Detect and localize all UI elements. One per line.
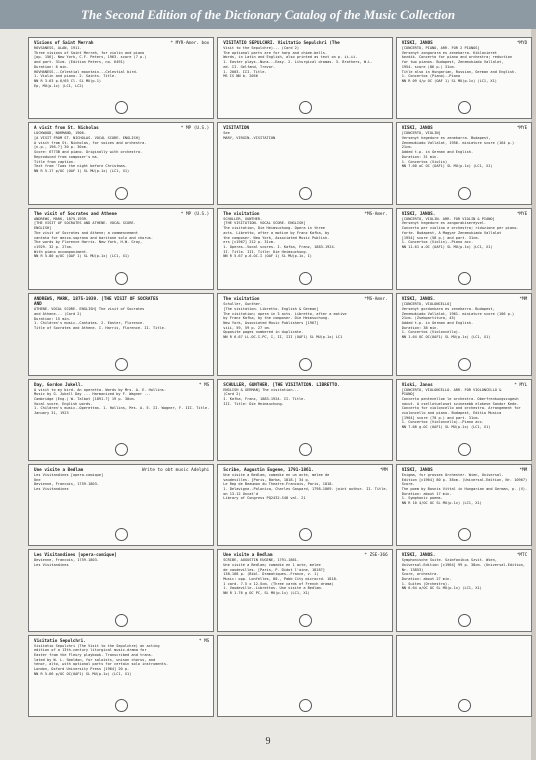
catalog-card	[217, 208, 392, 290]
card-text-line: 1. Operas--Vocal scores. I. Kafka, Franz, 1883-1924.	[223, 244, 336, 249]
call-number: *MM	[519, 297, 528, 303]
card-heading: ANDREWS, MARK, 1875-1939. [THE VISIT OF SOCRATES AND	[34, 297, 159, 308]
card-text-line: NN R 3.63 p.6/65 Cl. SL MU(p.1)	[34, 78, 102, 83]
card-punch-hole	[458, 272, 471, 285]
card-grid	[28, 37, 528, 717]
card-text-line: Zenemukiado Vallalat, 1961. miniature score (166 p.)	[401, 311, 515, 316]
call-number: *MM	[519, 467, 528, 473]
card-text-line: Une visite a Bedlam; comedie en 1 acte, melee	[223, 562, 321, 567]
card-text-line: 1. Violin and piano. 2. Saints. Title.	[34, 74, 117, 79]
card-text-line: Score.	[401, 482, 415, 487]
catalog-card	[28, 122, 214, 204]
card-text-line: 21cm. (Zsebpartitura, 45)	[401, 316, 456, 321]
catalog-card	[217, 37, 392, 119]
card-heading: Une visite a Bedlam	[34, 467, 84, 473]
card-text-line: tenor, alto, with optional parts for certain solo instruments.	[34, 662, 169, 667]
card-text-line: With piano accompaniment.	[34, 249, 89, 254]
card-text-line: 1954. score (86 p.) 31cm.	[401, 64, 456, 69]
catalog-card	[396, 549, 533, 631]
card-text-line: January 31, 1923	[34, 411, 69, 416]
call-number: * MS	[198, 382, 210, 388]
card-text-line: (Card 2)	[223, 392, 241, 397]
card-text-line: Library of Congress PQ2432.S48 val. 21	[223, 496, 306, 501]
card-punch-hole	[458, 358, 471, 371]
card-text-line: Visit to the Sepulchre)... (Card 2)	[223, 46, 299, 50]
card-text-line: Three visions of Saint Merrah, for violin and piano	[34, 50, 145, 55]
card-text-line: 1. Concertos (Violin)--Piano acc.	[401, 240, 474, 245]
card-text-line: violoncello and piano. Budapest, Editio Musica	[401, 411, 502, 416]
card-text-line: Universal-Edition [c1964] 99 p. 38cm. (Universal-Edition,	[401, 562, 526, 567]
card-punch-hole	[299, 101, 312, 114]
card-text-line: New York, Associated Music Publishers [1967]	[223, 320, 319, 325]
card-text-line: and Athene... (Card 2)	[34, 311, 82, 316]
banner-title: The Second Edition of the Dictionary Catalog of the Music Collection	[80, 6, 456, 22]
card-text-line: Edition [c1964] 80 p. 38cm. (Universal-Edition, Nr. 10967)	[401, 477, 528, 482]
card-punch-hole	[299, 699, 312, 712]
card-heading: The visit of Socrates and Athene	[34, 211, 117, 217]
page-number: 9	[265, 736, 271, 747]
card-punch-hole	[115, 614, 128, 627]
card-text-line: [n.p., 196-?] 30 p. 30cm.	[34, 145, 89, 150]
catalog-card	[28, 464, 214, 546]
card-text-line: Text from 'Twas the night before Christmas.	[34, 164, 128, 169]
card-text-line: PIANO]	[401, 392, 415, 397]
card-text-line: Reproduced from composer's ms.	[34, 154, 99, 159]
card-text-line: 1. Vaudeville--Librettos. Une visite a Bedlam.	[223, 586, 323, 591]
call-number: * ZSE-366	[364, 553, 388, 559]
call-number: * MYL	[514, 382, 528, 388]
card-heading: VISKI, JANOS	[401, 41, 433, 46]
card-heading: VISKI, JANOS.	[401, 553, 436, 559]
card-text-line: MS IS NN b. 2056	[223, 74, 258, 79]
card-text-line: The visitation, Die Heimsuchung. Opera in three	[223, 226, 325, 231]
catalog-card	[396, 635, 533, 717]
card-text-line: The visit of Socrates and Athene; a commencement	[34, 230, 138, 235]
card-text-line: 1. Concertos (Piano)--Piano	[401, 74, 461, 79]
card-text-line: NN 6.64 a/OC OC SL MU(p.1x) (LC1, X1)	[401, 586, 482, 591]
card-text-line: Les Visitandines	[34, 486, 69, 491]
catalog-card	[217, 635, 392, 717]
card-text-line: Devienne, Francois, 1759-1803.	[34, 482, 99, 487]
card-text-line: Les Visitandines	[34, 562, 69, 567]
card-punch-hole	[115, 272, 128, 285]
card-punch-hole	[458, 528, 471, 541]
card-text-line: Score, orchestra.	[401, 572, 439, 577]
card-text-line: Cambridge (Eng.) W. Talbot [1891-?] 19 p. 30cm.	[34, 396, 136, 401]
card-text-line: Added t.p. in German and English.	[401, 150, 474, 155]
call-number: *MYE	[516, 126, 528, 132]
card-text-line: vaudevilles. [Paris, Barba, 1818.] 34 p.	[223, 477, 310, 482]
card-text-line: forte. Budapest, A Magyar Zenemukiado Vallalat	[401, 230, 502, 235]
card-text-line: II. Title. III. Title: Die Heimsuchung.	[223, 249, 308, 254]
card-text-line: I. Kafka, Franz, 1883-1924. II. Title.	[223, 396, 306, 401]
card-text-line: [op. 156]. New York, C.F. Peters, 1963. score (7 p.)	[34, 55, 147, 60]
card-text-line: Duration: 31 min.	[401, 154, 439, 159]
card-text-line: ENGLISH]	[34, 226, 52, 231]
card-text-line: Concerto pentecelloe le orchestra. Oberfrenkungszugeuh	[401, 396, 519, 401]
card-text-line: ROVSANESS, ALAN, 1911-	[34, 46, 82, 50]
card-text-line: Added t.p. in German and English.	[401, 320, 474, 325]
catalog-card	[217, 293, 392, 375]
card-text-line: edition of a 13th-century liturgical music-drama for	[34, 648, 147, 653]
card-text-line: [CONCERTO, VIOLIN]	[401, 131, 441, 136]
card-punch-hole	[115, 699, 128, 712]
catalog-card	[28, 635, 214, 717]
card-text-line: 1. 2003. III. Title.	[223, 69, 267, 74]
card-text-line: NN R 1.76 g OC PC, SL MU(p.1x) (LC1, X1)	[223, 591, 310, 596]
card-heading: Viski, Janos	[401, 382, 433, 388]
card-text-line: 21cm.	[401, 145, 413, 150]
call-number: * MP (U.S.)	[180, 211, 210, 217]
card-text-line: Visitatio Sepulchri (The Visit to the Sepulchre) an acting	[34, 643, 160, 648]
catalog-card	[28, 37, 214, 119]
card-text-line: c1929. 32 p. 27cm.	[34, 244, 73, 249]
call-number: * MS	[198, 638, 210, 644]
card-text-line: [1954] score (58 p.) and part. 31cm.	[401, 235, 480, 240]
catalog-card	[396, 37, 533, 119]
call-number: * MP (U.S.)	[180, 126, 210, 132]
card-text-line: MARY, VIRGIN--VISITATION	[223, 136, 276, 141]
catalog-card	[217, 122, 392, 204]
call-number: Write to obt music Adelphi	[142, 467, 210, 473]
card-text-line: Title also in Hungarian, Russian, German and English.	[401, 69, 517, 74]
card-text-line: Words, in Latin and English, also printed as text on p. ii-ii.	[223, 55, 358, 60]
card-text-line: Versenyt zongorara es zenekarra. Kiklavieret	[401, 50, 497, 55]
catalog-banner	[0, 0, 536, 29]
card-text-line: Music: opp. Lonfelles, 80., Pabb City microcrd. 1818.	[223, 577, 338, 582]
card-text-line: NN 1.64 OC OC(OAF1) SL MU(p.1x) (LC1, X1)	[401, 335, 491, 340]
catalog-card	[217, 379, 392, 461]
card-heading: SCHULLER, GUNTHER. [THE VISITATION. LIBRETTO.	[223, 382, 340, 388]
card-heading: Day, Gordon Jukell.	[34, 382, 84, 388]
call-number: *MYE	[516, 211, 528, 217]
card-heading: VISKI, JANOS.	[401, 211, 436, 217]
card-text-line: ed. II. Gelfand, Trevor.	[223, 64, 276, 69]
card-text-line: and part. 31cm. (Edition Peters, no. 6491)	[34, 60, 125, 65]
card-text-line: NN R 5.66 p/OC OC(OAF1) SL MU(p.1x) (LC1, X1)	[34, 671, 132, 676]
card-text-line: cantata for mezzo-soprano and baritone solo and chorus.	[34, 235, 153, 240]
catalog-card	[28, 293, 214, 375]
card-text-line: Score: 6773B and piano. Originally with orchestra.	[34, 150, 143, 155]
card-text-line: 1. Easter plays--Nuns.--Easy. 2. Liturgical dramas. 3. Brothers, W.L.	[223, 60, 373, 65]
catalog-card	[217, 549, 392, 631]
card-punch-hole	[299, 272, 312, 285]
card-text-line: NN R 10 4/OC OC SL MU(p.1x) (LC1, X1)	[401, 501, 482, 506]
card-heading: VISKI, JANOS.	[401, 297, 436, 303]
card-text-line: [CONCERTO, PIANO, ARR. FOR 2 PIANOS]	[401, 46, 480, 50]
card-text-line: Duration: about 27 min.	[401, 577, 452, 582]
card-text-line: Duration: 6 min.	[34, 64, 69, 69]
card-text-line: [The visitation. Libretto. English & German]	[223, 306, 319, 311]
card-text-line: [CONCERTO, VIOLONCELLO]	[401, 302, 452, 307]
card-text-line: NN R 5.17 p/OC (OAF 1) SL MU(p.1x) (LC1, X1)	[34, 169, 130, 173]
card-text-line: Versenyt hegedure es zongorakisereyvel.	[401, 221, 487, 226]
card-text-line: The poem by Bosnis Vittal in Hungarian and German, p. (V).	[401, 486, 528, 491]
card-text-line: III. Title: Die Heimsuchung.	[223, 401, 284, 406]
card-header	[34, 297, 209, 307]
card-text-line: SCHULLER, GUNTHER.	[223, 216, 263, 221]
card-punch-hole	[115, 443, 128, 456]
call-number: *MYD	[516, 41, 528, 46]
card-text-line: [THE VISIT OF SOCRATES AND ATHENE. VOCAL SCORE.	[34, 221, 136, 226]
card-heading: The visitation	[223, 297, 260, 303]
catalog-card	[28, 379, 214, 461]
card-punch-hole	[115, 187, 128, 200]
card-heading: A visit from St. Nicholas	[34, 126, 99, 132]
card-punch-hole	[458, 187, 471, 200]
call-number: *MTC	[516, 553, 528, 559]
card-text-line: Nr. 13853)	[401, 567, 424, 572]
card-text-line: ers [c1967] 212 p. 31cm.	[223, 240, 276, 245]
card-text-line: for two pianos. Budapest, Zenemukiado Vallalat,	[401, 60, 504, 65]
card-text-line: ANDREWS, MARK, 1875-1939.	[34, 216, 89, 221]
catalog-card	[396, 208, 533, 290]
catalog-card	[396, 379, 533, 461]
card-text-line: by Franz Kafka, by the composer. Die Heimsuchung.	[223, 316, 330, 321]
card-text-line: NN 11.61 a.OC (OAF1) SL MU(p.1x) (LC1, X1)	[401, 244, 493, 249]
card-text-line: de vaudevilles. [Paris, P. Didot l'aine, 1818?]	[223, 567, 325, 572]
card-text-line: Une visite a Bedlam, comedie en un acte, melee de	[223, 472, 330, 477]
card-text-line: ENGLISH & GERMAN] The visitation...	[223, 387, 299, 392]
card-text-line: Title of Socrates and Athene. I. Harris, Florence. II. Title.	[34, 325, 166, 330]
card-text-line: NN 7.60 oC OC (OAF1) SL MU(p.1x) (LC1, X1)	[401, 164, 493, 169]
call-number: *MM	[379, 467, 388, 473]
card-text-line: the composer. New York, Associated Music Publish-	[223, 235, 330, 240]
card-heading: VISKI, JANOS	[401, 467, 433, 473]
card-text-line: [A VISIT FROM ST. NICHOLAS. VOCAL SCORE. ENGLISH]	[34, 136, 141, 141]
card-text-line: Le Rep de Beaumon du Theatre-Francais, Paris, 1818.	[223, 482, 334, 487]
card-text-line: The visitation; opera in 3 acts. Libretto, after a motive	[223, 311, 347, 316]
card-text-line: 1. Delavigne--Polonica, Charles Gaspard, 1798-1869. joint author. II. Title.	[223, 486, 388, 491]
catalog-card	[28, 208, 214, 290]
card-punch-hole	[299, 187, 312, 200]
card-text-line: NN R 09 4/p OC (OAF 1) SL MU(p.1x) (LC1, X1)	[401, 78, 497, 83]
card-text-line: 1 card. 7.5 x 12.5cm. (Three cards of French drama)	[223, 581, 334, 586]
card-text-line: Title from caption.	[34, 159, 76, 164]
card-text-line: Concerto per violino e orchestra; riduzione per piano-	[401, 226, 519, 231]
card-text-line: acts. Libretto, after a motive by Franz Kafka, by	[223, 230, 330, 235]
card-heading: VISITATIO SEPULCHRI. Visitatio Sepulchri (The	[223, 41, 340, 46]
card-punch-hole	[458, 101, 471, 114]
card-text-line: Duration: 15 min.	[34, 316, 71, 321]
card-text-line: [CONCERTO, VIOLIN. ARR. FOR VIOLIN & PIANO]	[401, 216, 495, 221]
card-heading: VISKI, JANOS	[401, 126, 433, 132]
card-text-line: ATHENE. VOCAL SCORE. ENGLISH] The visit of Socrates	[34, 307, 145, 312]
call-number: *MS-Amer.	[364, 211, 388, 217]
card-heading: Scribe, Augustin Eugene, 1791-1861.	[223, 467, 314, 473]
card-text-line: on 13-12 Uncat'd	[223, 491, 258, 496]
card-text-line: A visit from St. Nicholas, for voices and orchestra.	[34, 140, 147, 145]
card-text-line: 1. Concertos (Violin)	[401, 159, 448, 164]
card-text-line: HOVHANESS.--Celestial mountain.--Celestial bird.	[34, 69, 138, 74]
catalog-card	[28, 549, 214, 631]
card-text-line: NN R 6.67 LL.OC.I.PC, I, II, III (OAF1) SL MU(p.1x) LC1	[223, 335, 343, 340]
card-text-line: Opposite pages numbered in duplicate.	[223, 330, 304, 335]
card-text-line: Une	[34, 477, 41, 482]
card-punch-hole	[458, 614, 471, 627]
card-punch-hole	[115, 358, 128, 371]
card-text-line: Versenyt gordonkara es zenekarra. Budapest,	[401, 306, 495, 311]
card-punch-hole	[458, 699, 471, 712]
card-text-line: Devienne, Francois, 1759-1803.	[34, 558, 99, 563]
card-text-line: nacut. A csellotuelosot szinesebb elokeve Sandor Kede.	[401, 401, 519, 406]
card-text-line: viii, 59, 59 p. 27 cm.	[223, 325, 271, 330]
card-text-line: NN R 5.80 p/OC (OAF 1) SL MU(p.1x) (LC1, X1)	[34, 254, 130, 259]
card-text-line: Symphonische Suite. Szimfonikus Szvit. Wien,	[401, 558, 497, 563]
card-heading: Les Visitandines [opera-comique]	[34, 553, 117, 559]
card-punch-hole	[458, 443, 471, 456]
card-text-line: Versenyt hegedure es zenekarra. Budapest,	[401, 136, 491, 141]
card-text-line: Schuller, Gunther.	[223, 302, 263, 307]
card-text-line: 1. Suites (Orchestra).	[401, 581, 450, 586]
card-text-line: Les Visitandines [opera-comique]	[34, 472, 104, 477]
card-punch-hole	[299, 443, 312, 456]
card-text-line: SCRIBE, AUGUSTIN EUGENE, 1791-1861.	[223, 558, 299, 563]
card-text-line: 1. Concertos (Violoncello).	[401, 330, 461, 335]
card-punch-hole	[299, 614, 312, 627]
card-text-line: [1964] score (70 p.) and part. 31cm.	[401, 415, 480, 420]
card-punch-hole	[115, 528, 128, 541]
card-heading: VISITATION	[223, 126, 250, 132]
catalog-card	[396, 122, 533, 204]
card-heading: The visitation	[223, 211, 260, 217]
card-text-line: lated by W. L. Smoldon, for soloists, unison chorus, and	[34, 657, 156, 662]
card-text-line: Duration: 38 min.	[401, 325, 439, 330]
catalog-card	[396, 464, 533, 546]
card-text-line: Vocal score. English words.	[34, 401, 93, 406]
call-number: *MS-Amer.	[364, 297, 388, 303]
card-text-line: NN R 5.67 p.6.OC.I (OAF 1) SL MU(p.1x, I)	[223, 254, 312, 259]
card-text-line: See	[223, 131, 230, 136]
card-text-line: The words by Florence Harris. New York, H.W. Gray,	[34, 240, 143, 245]
card-text-line: Easter from the Fleury playbook. Transcribed and trans-	[34, 653, 153, 658]
card-text-line: A visit to my bird. An operetta. Words by Mrs. A. E. Hollins.	[34, 387, 166, 392]
card-text-line: LOCKWOOD, NORMAND, 1906-	[34, 131, 86, 136]
call-number: * MYR-Amer. box	[170, 41, 210, 46]
catalog-card	[396, 293, 533, 375]
card-text-line: [CONCERTO, VIOLONCELLO. ARR. FOR VIOLONCELLO &	[401, 387, 502, 392]
card-text-line: 1. Symphonic poems.	[401, 496, 443, 501]
card-punch-hole	[299, 528, 312, 541]
card-text-line: Concerto for violoncello and orchestra. Arrangement for	[401, 406, 521, 411]
catalog-card	[217, 464, 392, 546]
card-heading: Une visite a Bedlam	[223, 553, 273, 559]
card-text-line: 1. Children's music--Operettas. 1. Hollins, Mrs. A. E. II. Wagner, F. III. Title.	[34, 406, 210, 411]
card-text-line: Ep, MU(p.1x) (LC1, LC2)	[34, 83, 84, 88]
card-text-line: London, Oxford University Press [1964] 20 p.	[34, 667, 130, 672]
card-text-line: The optional parts are for harp and chime-bells.	[223, 50, 328, 55]
card-punch-hole	[299, 358, 312, 371]
card-text-line: Music by G. Jukell Day ... Harmonized by F. Wagner ...	[34, 392, 151, 397]
card-text-line: kezdik. Concerto for piano and orchestra; reduction	[401, 55, 513, 60]
card-punch-hole	[115, 101, 128, 114]
card-text-line: 138-168 p. (Bibl. Dramatiques--France, v. 1)	[223, 572, 319, 577]
card-text-line: Zenemukiado Vallalat, 1956. miniature score (164 p.)	[401, 140, 515, 145]
card-text-line: 1. Children's music--Cantatas. 2. Easter, Florence.	[34, 321, 145, 326]
card-text-line: Duration: about 17 min.	[401, 491, 452, 496]
card-text-line: [THE VISITATION. VOCAL SCORE. ENGLISH]	[223, 221, 306, 226]
card-heading: Visions of Saint Merrah	[34, 41, 94, 46]
card-heading: Visitatio Sepulchri.	[34, 638, 86, 644]
card-text-line: 1. Concertos (Violoncello)--Piano acc.	[401, 420, 484, 425]
card-text-line: NN 7.68 g.OC (OAF1) SL MU(p.1x) (LC1, X1)	[401, 425, 491, 430]
card-text-line: Enigma, fur grosses Orchester. Wien, Universal-	[401, 472, 504, 477]
